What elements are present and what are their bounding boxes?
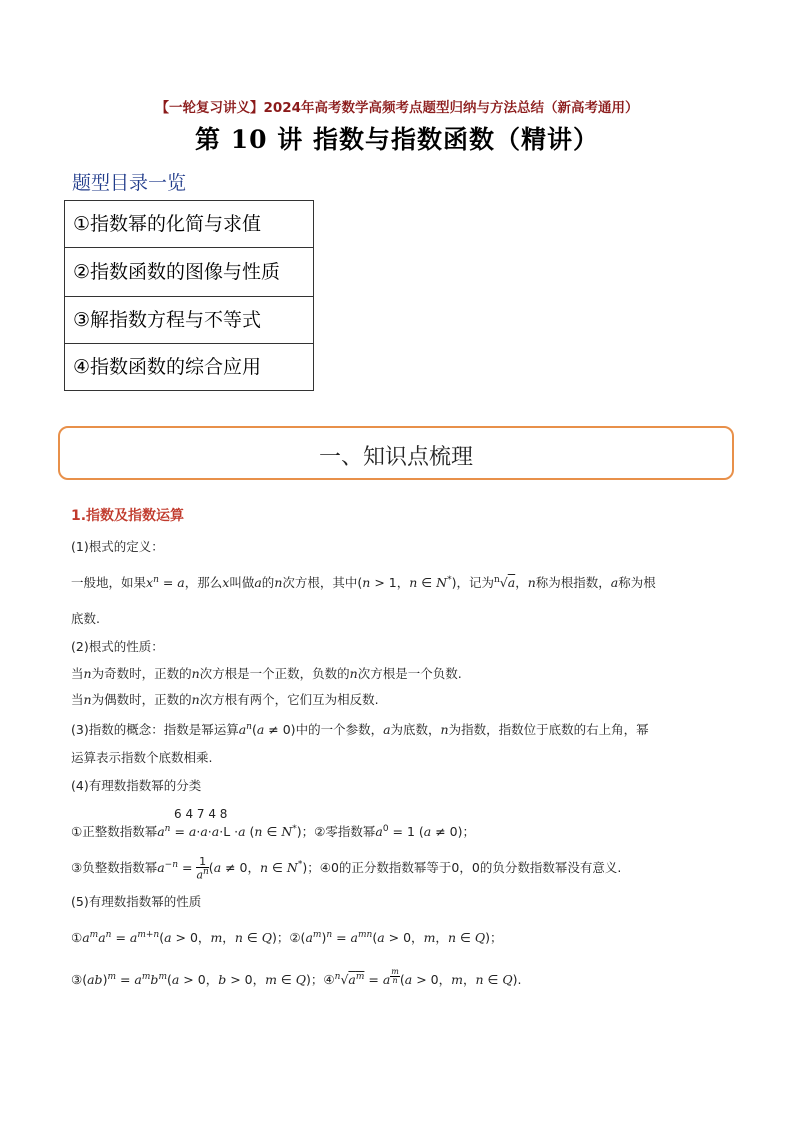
toc-row bbox=[65, 297, 314, 344]
toc-item-3: ③解指数方程与不等式 bbox=[65, 297, 314, 344]
toc-row bbox=[65, 344, 314, 391]
toc-item-2: ②指数函数的图像与性质 bbox=[65, 248, 314, 297]
toc-row bbox=[65, 248, 314, 297]
p1-line-end: 底数. bbox=[71, 611, 100, 626]
section-heading-box bbox=[58, 426, 734, 480]
toc-item-4: ④指数函数的综合应用 bbox=[65, 344, 314, 391]
heading-exponent-ops: 1.指数及指数运算 bbox=[71, 508, 185, 524]
series-header: 【一轮复习讲义】2024年高考数学高频考点题型归纳与方法总结（新高考通用） bbox=[155, 100, 639, 116]
p3-line1: (3)指数的概念：指数是幂运算$a^n(a \ne 0)$中的一个参数，a为底数，n为指数，指数位于底数的右上角，幂 bbox=[71, 721, 649, 737]
p5-label: (5)有理数指数幂的性质 bbox=[71, 894, 202, 909]
document-title: 第 10 讲 指数与指数函数（精讲） bbox=[195, 125, 599, 154]
p5-line1: $①a^ma^n = a^{m+n}(a > 0$，m，n ∈ Q)；$②(a^m)^n = a^{mn}(a > 0$，m，n ∈ Q)； bbox=[71, 929, 503, 945]
toc-row bbox=[65, 201, 314, 248]
toc-title: 题型目录一览 bbox=[72, 172, 187, 194]
overbrace-label: 6 4 7 4 8 bbox=[174, 807, 228, 821]
p3-line2: 运算表示指数个底数相乘. bbox=[71, 750, 213, 765]
p2-line2: 当n为偶数时，正数的n次方根有两个，它们互为相反数. bbox=[71, 692, 379, 707]
toc-table bbox=[64, 200, 314, 391]
section-title: 一、知识点梳理 bbox=[318, 445, 473, 470]
p5-line2: ③(ab)$^m$ = $a^mb^m(a > 0$，b > 0，m ∈ Q)；$④^n√a^m = a$ $^{\frac{m}{n}}$ (a > 0，m，n ∈ Q). bbox=[71, 967, 522, 988]
p1-label: (1)根式的定义： bbox=[71, 539, 164, 554]
p2-line1: 当n为奇数时，正数的n次方根是一个正数，负数的n次方根是一个负数. bbox=[71, 666, 462, 681]
p4-line2: ③负整数指数幂$a^{-n}$ = $\frac{1}{a^n}$ (a ≠ 0，n ∈ N*)；④0的正分数指数幂等于0，0的负分数指数幂没有意义. bbox=[71, 855, 622, 882]
p4-label: (4)有理数指数幂的分类 bbox=[71, 778, 202, 793]
p4-line1: ①正整数指数幂$a^n = a\cdot a\cdot a\cdot L \cdot a$ (n ∈ N*)；②零指数幂$a^0 = 1$ (a ≠ 0)； bbox=[71, 823, 476, 839]
p2-label: (2)根式的性质： bbox=[71, 639, 164, 654]
p1-line: 一般地，如果$x^n = a$，那么x叫做a的n次方根，其中(n > 1，n ∈ N*)，记为$^n$√a，n称为根指数，a称为根 bbox=[71, 574, 656, 590]
toc-item-1: ①指数幂的化简与求值 bbox=[65, 201, 314, 248]
